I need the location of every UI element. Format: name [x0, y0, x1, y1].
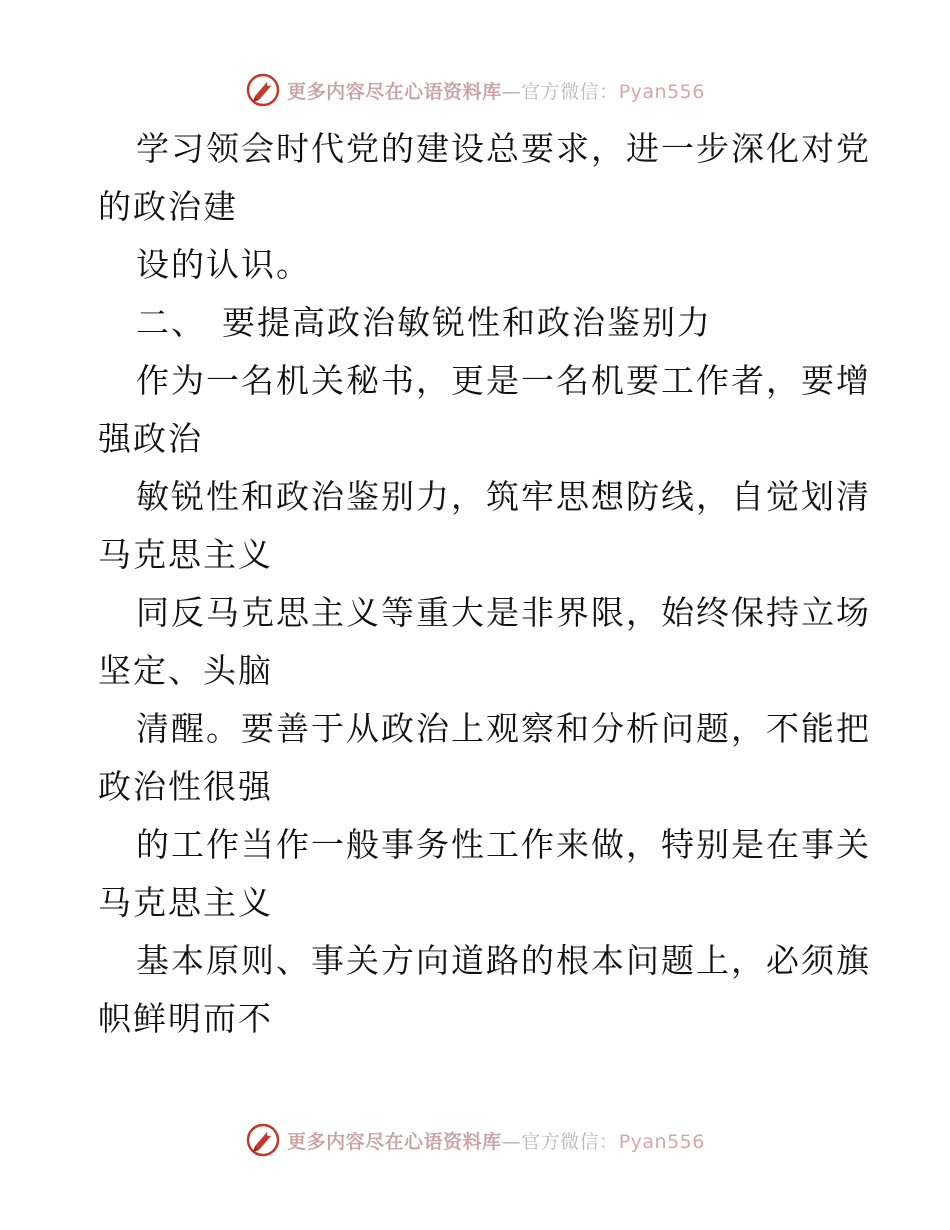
body-line-12: 政治性很强: [98, 767, 273, 806]
body-line-15: 基本原则、事关方向道路的根本问题上，必须旗: [136, 941, 871, 980]
watermark-text: [287, 77, 705, 104]
watermark-wechat-label: 官方微信：: [521, 1130, 619, 1153]
body-line-14: 马克思主义: [98, 883, 273, 922]
pen-logo-icon: [245, 1122, 281, 1158]
watermark-wechat-label: 官方微信：: [521, 80, 619, 103]
body-line-10: 坚定、头脑: [98, 651, 273, 690]
body-line-9: 同反马克思主义等重大是非界限，始终保持立场: [136, 593, 871, 632]
watermark-wechat-id: Pyan556: [618, 80, 705, 103]
watermark-site: 更多内容尽在心语资料库: [287, 1130, 502, 1153]
section-title: 要提高政治敏锐性和政治鉴别力: [222, 303, 712, 342]
watermark-site: 更多内容尽在心语资料库: [287, 80, 502, 103]
body-line-1: 学习领会时代党的建设总要求，进一步深化对党: [136, 129, 871, 168]
body-line-5: 作为一名机关秘书，更是一名机要工作者，要增: [136, 361, 871, 400]
body-line-11: 清醒。要善于从政治上观察和分析问题，不能把: [136, 709, 871, 748]
watermark-text: [287, 1127, 705, 1154]
body-line-7: 敏锐性和政治鉴别力，筑牢思想防线，自觉划清: [136, 477, 871, 516]
footer-watermark: [0, 1120, 950, 1160]
section-number: 二、: [136, 303, 206, 342]
body-line-6: 强政治: [98, 419, 203, 458]
body-line-13: 的工作当作一般事务性工作来做，特别是在事关: [136, 825, 871, 864]
body-line-16: 帜鲜明而不: [98, 999, 273, 1038]
body-line-2: 的政治建: [98, 187, 238, 226]
header-watermark: [0, 70, 950, 110]
section-heading: [98, 294, 858, 352]
watermark-dash: —: [501, 1130, 522, 1153]
body-line-3: 设的认识。: [136, 245, 311, 284]
watermark-wechat-id: Pyan556: [618, 1130, 705, 1153]
document-body: [98, 120, 871, 1048]
pen-logo-icon: [245, 72, 281, 108]
body-line-8: 马克思主义: [98, 535, 273, 574]
watermark-dash: —: [501, 80, 522, 103]
